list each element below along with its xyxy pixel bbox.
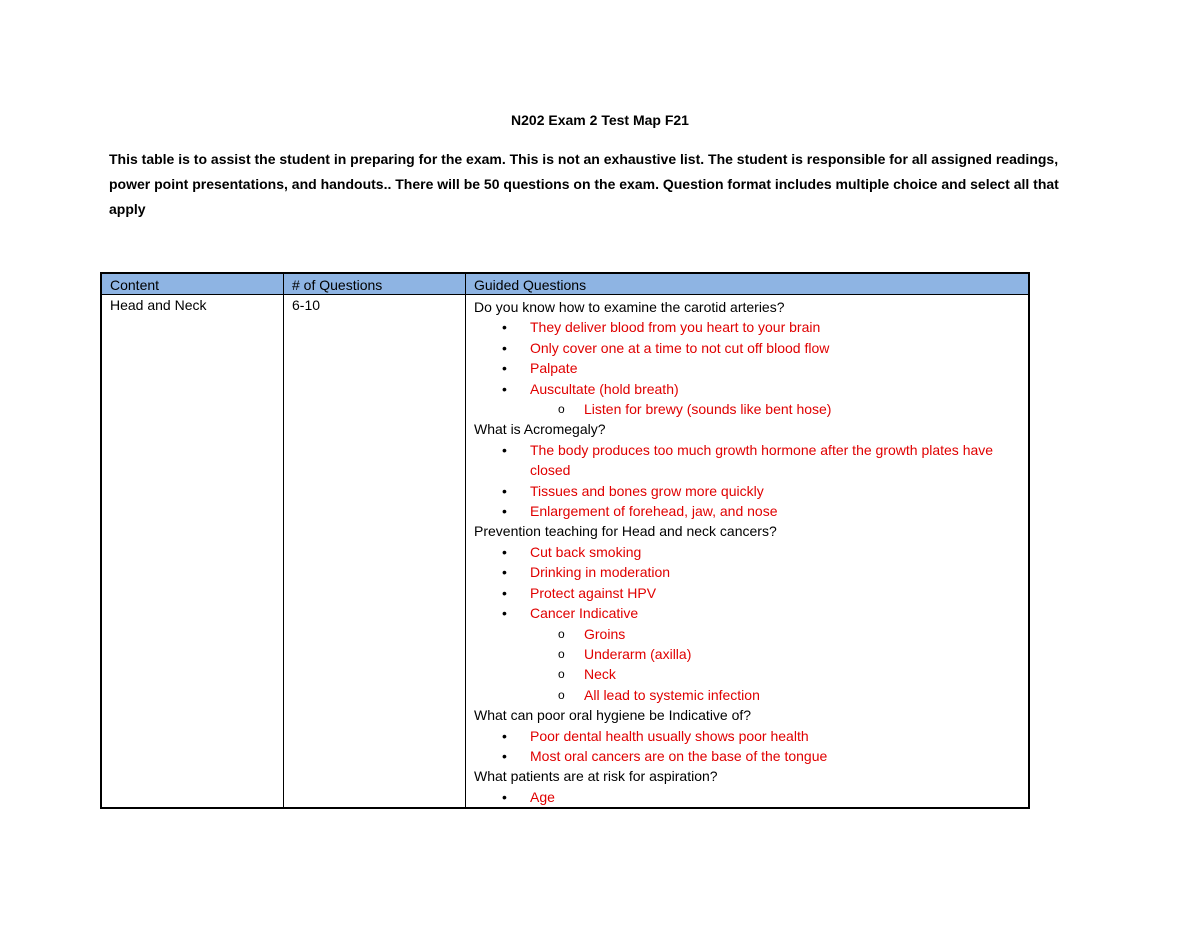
list-item: • Only cover one at a time to not cut off blood flow <box>474 338 1020 358</box>
header-guided-questions: Guided Questions <box>466 273 1030 295</box>
list-item: • Auscultate (hold breath) <box>474 379 1020 399</box>
list-item: • Palpate <box>474 358 1020 378</box>
list-item: • Poor dental health usually shows poor health <box>474 726 1020 746</box>
list-item: • Enlargement of forehead, jaw, and nose <box>474 501 1020 521</box>
list-item: • Cancer Indicative <box>474 603 1020 623</box>
question-aspiration: What patients are at risk for aspiration? <box>474 768 718 785</box>
header-content: Content <box>101 273 284 295</box>
question-acromegaly: What is Acromegaly? <box>474 421 606 438</box>
question-carotid: Do you know how to examine the carotid arteries? <box>474 299 785 315</box>
question-oral-hygiene: What can poor oral hygiene be Indicative of? <box>474 707 752 724</box>
list-item: • Most oral cancers are on the base of the tongue <box>474 746 1020 766</box>
question-prevention: Prevention teaching for Head and neck cancers? <box>474 523 777 540</box>
answer-list <box>474 726 1020 767</box>
question-count-cell: 6-10 <box>284 295 466 809</box>
list-item: • Drinking in moderation <box>474 562 1020 582</box>
answer-list <box>474 542 1020 624</box>
list-item: • Tissues and bones grow more quickly <box>474 481 1020 501</box>
answer-list <box>474 787 1020 807</box>
header-question-count: # of Questions <box>284 273 466 295</box>
list-item: • Cut back smoking <box>474 542 1020 562</box>
guided-questions-cell <box>466 295 1030 809</box>
list-item: o Groins <box>474 624 1020 644</box>
list-item: • Age <box>474 787 1020 807</box>
list-item: o All lead to systemic infection <box>474 685 1020 705</box>
list-item: • Protect against HPV <box>474 583 1020 603</box>
list-item: • They deliver blood from you heart to your brain <box>474 317 1020 337</box>
list-item: o Underarm (axilla) <box>474 644 1020 664</box>
list-item: o Listen for brewy (sounds like bent hose) <box>474 399 1020 419</box>
answer-list <box>474 440 1020 522</box>
list-item: o Neck <box>474 664 1020 684</box>
table-row <box>101 295 1029 809</box>
answer-list <box>474 317 1020 399</box>
sub-answer-list <box>474 624 1020 706</box>
intro-paragraph: This table is to assist the student in preparing for the exam. This is not an exhaustive list. The student is responsible for all assigned readings, power point presentations, and handouts.. There will be 50 questions on the exam. Question format includes multiple choice and select all that apply <box>109 151 1059 217</box>
table-header-row <box>101 273 1029 295</box>
page-title: N202 Exam 2 Test Map F21 <box>511 112 689 128</box>
test-map-table <box>100 272 1030 809</box>
list-item: • The body produces too much growth hormone after the growth plates have closed <box>474 440 1020 481</box>
sub-answer-list <box>474 399 1020 419</box>
content-cell: Head and Neck <box>101 295 284 809</box>
